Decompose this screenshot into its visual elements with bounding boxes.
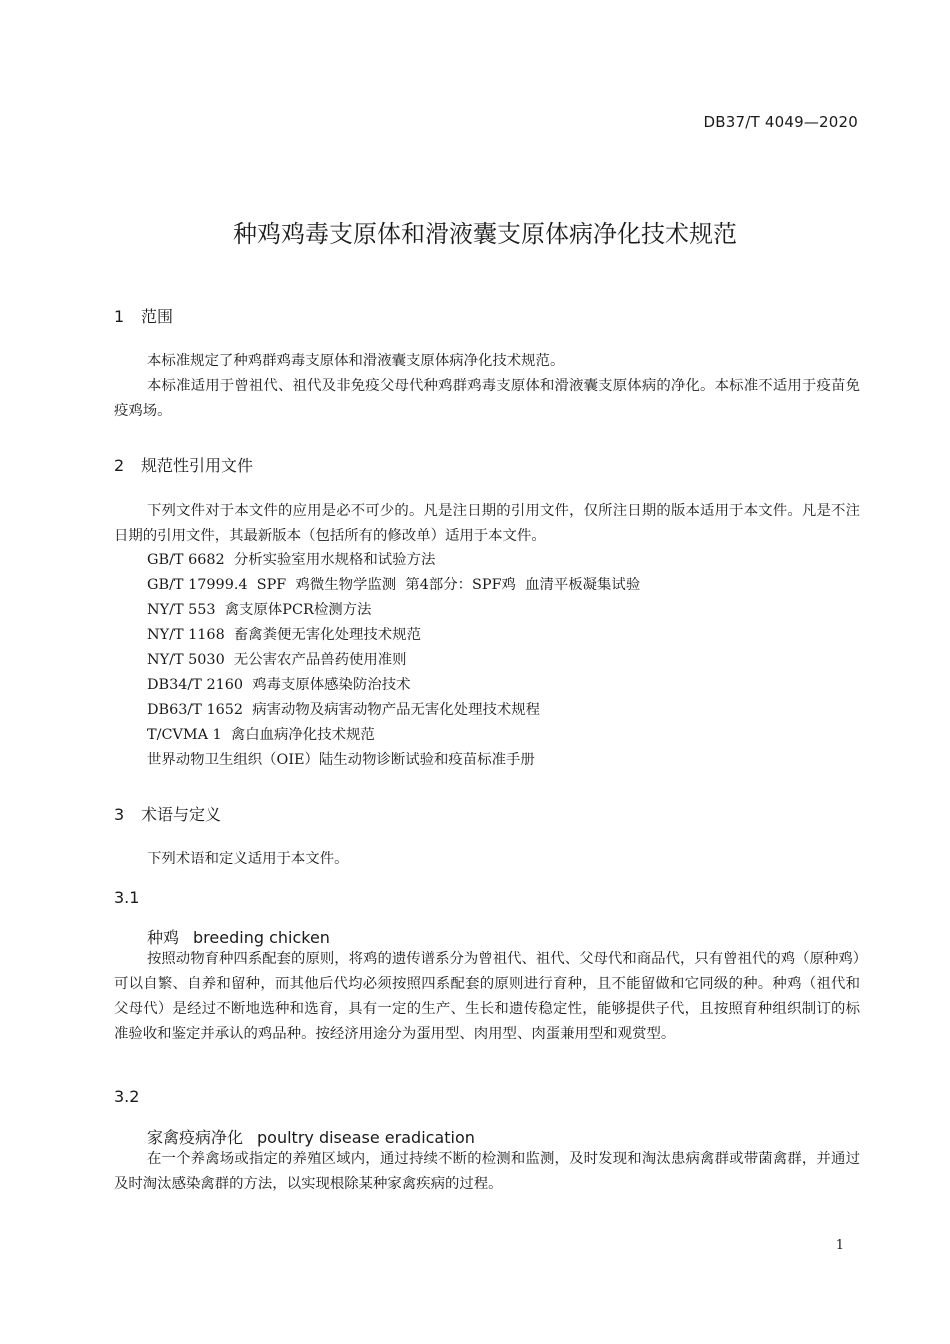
reference-item: NY/T 553 禽支原体PCR检测方法 bbox=[147, 602, 372, 618]
section-title: 范围 bbox=[141, 307, 174, 326]
section-title: 规范性引用文件 bbox=[141, 456, 254, 475]
term-number: 3.2 bbox=[114, 1087, 140, 1106]
term-definition: 在一个养禽场或指定的养殖区域内，通过持续不断的检测和监测，及时发现和淘汰患病禽群或带菌禽群，并通过及时淘汰感染禽群的方法，以实现根除某种家禽疾病的过程。 bbox=[114, 1151, 860, 1192]
term-number: 3.1 bbox=[114, 888, 140, 907]
section-number: 1 bbox=[114, 307, 125, 326]
term-en: poultry disease eradication bbox=[257, 1128, 475, 1147]
term-name bbox=[147, 1125, 475, 1148]
page-number: 1 bbox=[835, 1238, 844, 1253]
document-title: 种鸡鸡毒支原体和滑液囊支原体病净化技术规范 bbox=[233, 220, 737, 248]
term-name bbox=[147, 925, 330, 948]
paragraph: 下列文件对于本文件的应用是必不可少的。凡是注日期的引用文件，仅所注日期的版本适用于本文件。凡是不注日期的引用文件，其最新版本（包括所有的修改单）适用于本文件。 bbox=[114, 503, 860, 544]
reference-item: GB/T 6682 分析实验室用水规格和试验方法 bbox=[147, 552, 436, 568]
reference-item: T/CVMA 1 禽白血病净化技术规范 bbox=[147, 727, 375, 743]
reference-item: NY/T 1168 畜禽粪便无害化处理技术规范 bbox=[147, 627, 421, 643]
term-zh: 家禽疫病净化 bbox=[147, 1128, 244, 1147]
paragraph: 本标准规定了种鸡群鸡毒支原体和滑液囊支原体病净化技术规范。 bbox=[147, 353, 565, 369]
term-en: breeding chicken bbox=[193, 928, 330, 947]
section-number: 3 bbox=[114, 805, 125, 824]
section-number: 2 bbox=[114, 456, 125, 475]
term-definition: 按照动物育种四系配套的原则，将鸡的遗传谱系分为曾祖代、祖代、父母代和商品代，只有曾祖代的鸡（原种鸡）可以自繁、自养和留种，而其他后代均必须按照四系配套的原则进行育种，且不能留做和它同级的种。种鸡（祖代和父母代）是经过不断地选种和选育，具有一定的生产、生长和遗传稳定性，能够提供子代，且按照育种组织制订的标准验收和鉴定并承认的鸡品种。按经济用途分为蛋用型、肉用型、肉蛋兼用型和观赏型。 bbox=[114, 951, 860, 1042]
reference-item: GB/T 17999.4 SPF 鸡微生物学监测 第4部分：SPF鸡 血清平板凝集试验 bbox=[147, 577, 641, 593]
reference-item: NY/T 5030 无公害农产品兽药使用准则 bbox=[147, 652, 407, 668]
reference-item: DB34/T 2160 鸡毒支原体感染防治技术 bbox=[147, 677, 411, 693]
section-heading-scope bbox=[114, 304, 173, 327]
standard-code: DB37/T 4049—2020 bbox=[703, 113, 858, 131]
term-zh: 种鸡 bbox=[147, 928, 180, 947]
section-heading-normative-references bbox=[114, 453, 253, 476]
section-title: 术语与定义 bbox=[141, 805, 222, 824]
section-heading-terms bbox=[114, 802, 221, 825]
paragraph: 下列术语和定义适用于本文件。 bbox=[147, 851, 349, 867]
reference-item: 世界动物卫生组织（OIE）陆生动物诊断试验和疫苗标准手册 bbox=[147, 752, 535, 768]
reference-item: DB63/T 1652 病害动物及病害动物产品无害化处理技术规程 bbox=[147, 702, 541, 718]
paragraph: 本标准适用于曾祖代、祖代及非免疫父母代种鸡群鸡毒支原体和滑液囊支原体病的净化。本标准不适用于疫苗免疫鸡场。 bbox=[114, 378, 860, 419]
